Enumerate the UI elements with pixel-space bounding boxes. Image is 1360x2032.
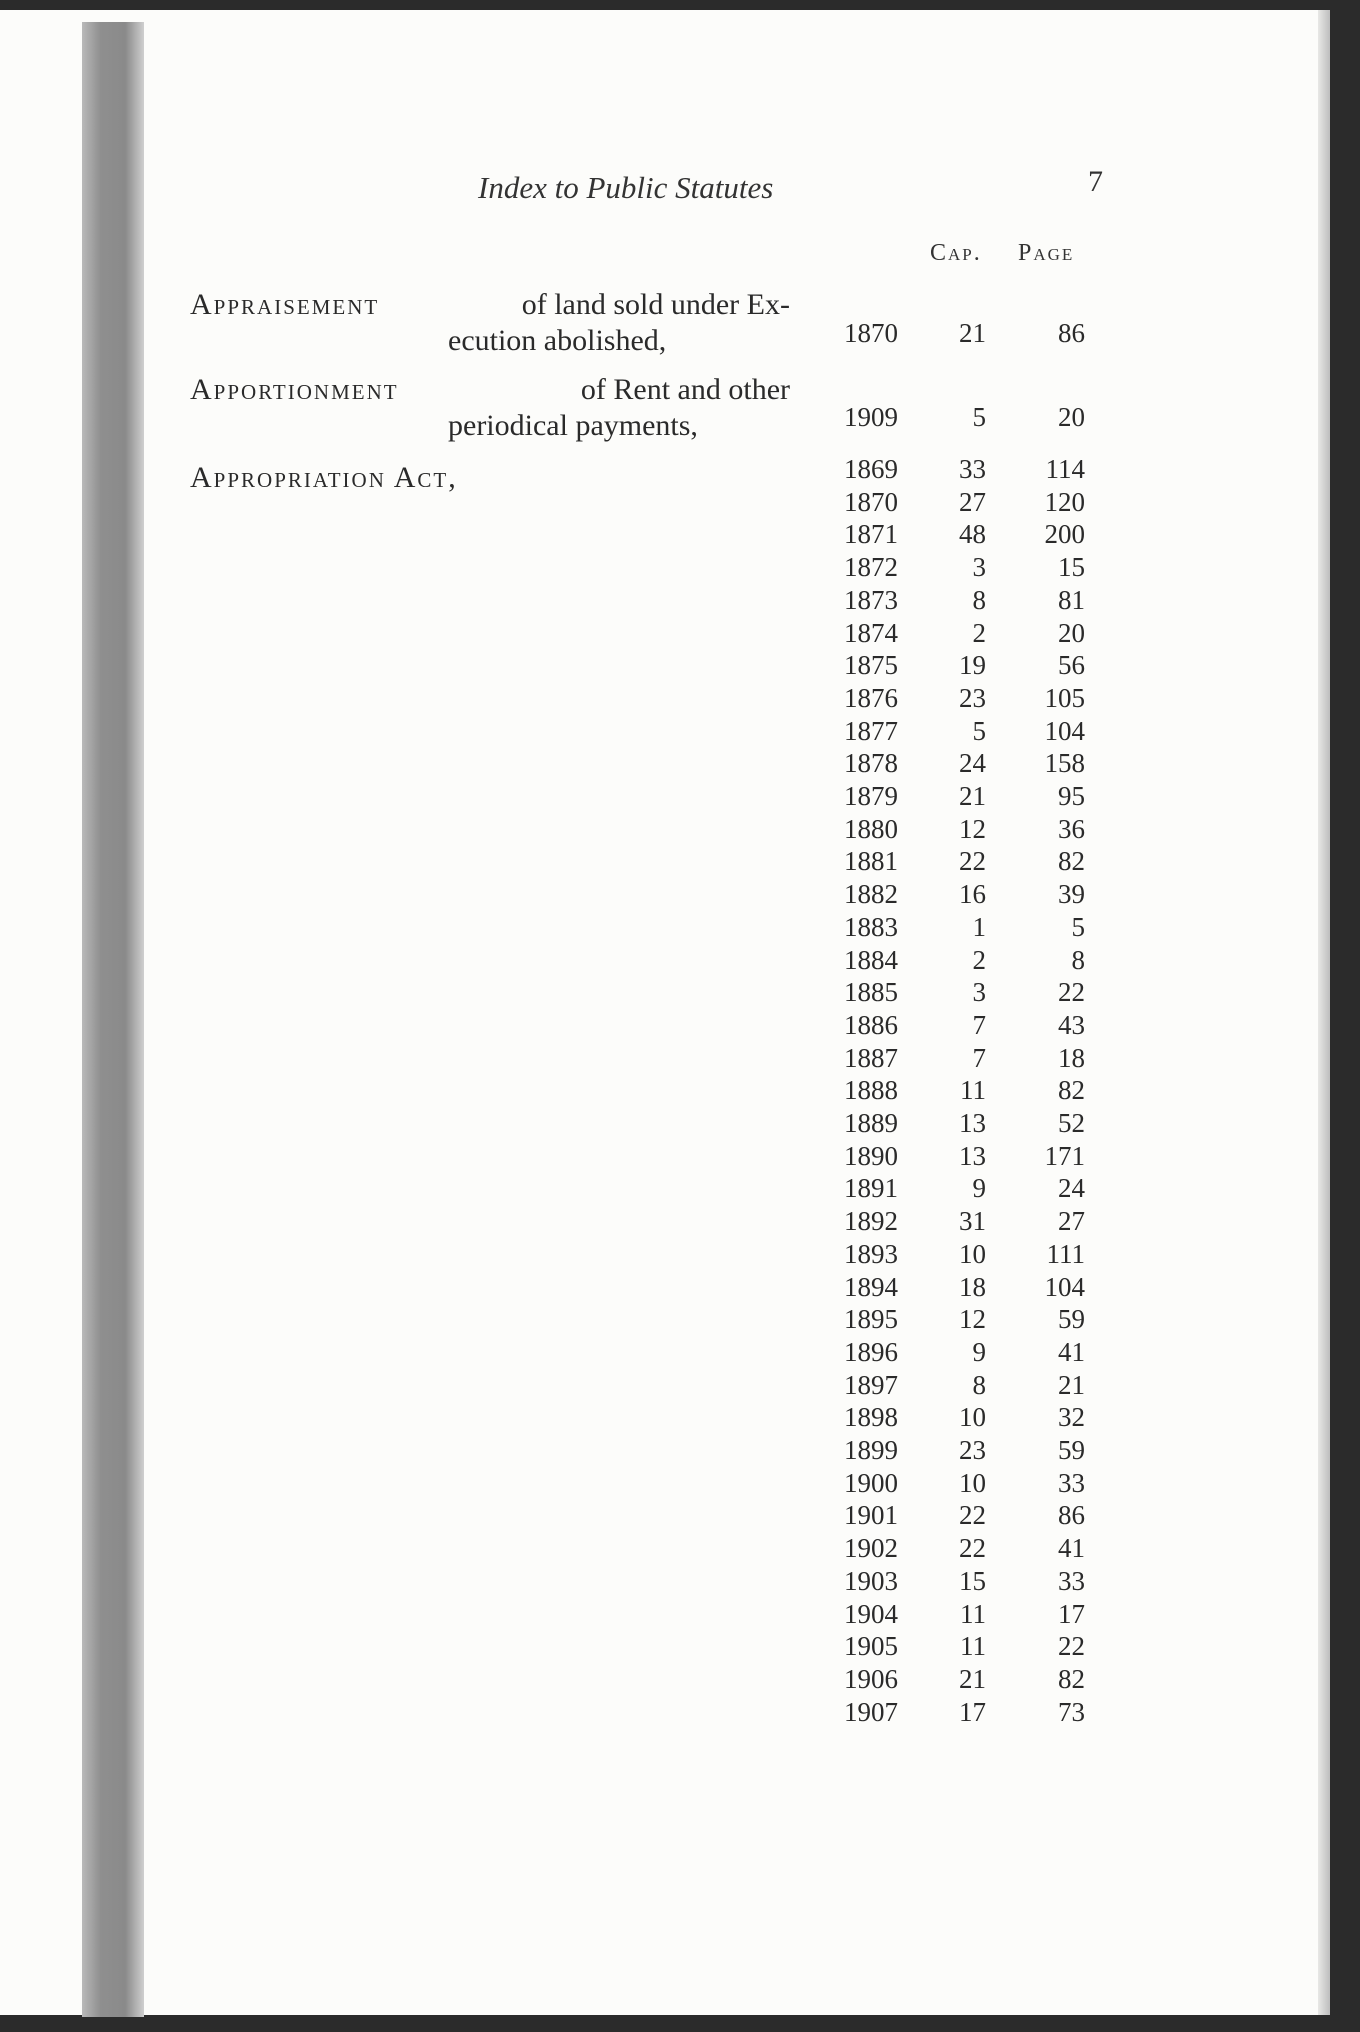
entry-cap: 22 (959, 1533, 986, 1563)
entry-cap: 33 (959, 454, 986, 484)
entry-year: 1870 (844, 318, 898, 348)
entry-page: 32 (1058, 1402, 1085, 1432)
entry-page: 120 (1044, 487, 1085, 517)
entry-cap: 48 (959, 519, 986, 549)
entry-page: 18 (1058, 1043, 1085, 1073)
entry-cap: 9 (972, 1337, 986, 1367)
entry-page: 82 (1058, 846, 1085, 876)
entry-page: 41 (1058, 1337, 1085, 1367)
entry-year: 1881 (844, 846, 898, 876)
entry-cap: 22 (959, 846, 986, 876)
entry-page: 111 (1046, 1239, 1085, 1269)
entry-year: 1891 (844, 1173, 898, 1203)
entry-text: of land sold under Ex- (521, 288, 790, 321)
entry-heading: Appraisement (190, 288, 380, 321)
entry-year: 1894 (844, 1272, 898, 1302)
entry-cap: 5 (972, 716, 986, 746)
entry-page: 81 (1058, 585, 1085, 615)
entry-cap: 10 (959, 1402, 986, 1432)
entry-page: 56 (1058, 650, 1085, 680)
entry-year: 1888 (844, 1075, 898, 1105)
entry-cap: 19 (959, 650, 986, 680)
entry-year: 1887 (844, 1043, 898, 1073)
entry-year: 1899 (844, 1435, 898, 1465)
entry-year: 1872 (844, 552, 898, 582)
entry-year: 1885 (844, 977, 898, 1007)
entry-page: 20 (1058, 618, 1085, 648)
page-number: 7 (1088, 165, 1103, 198)
column-header-page: Page (1018, 240, 1075, 266)
entry-year: 1900 (844, 1468, 898, 1498)
entry-page: 86 (1058, 1500, 1085, 1530)
entry-cap: 11 (960, 1631, 986, 1661)
entry-page: 82 (1058, 1664, 1085, 1694)
entry-cap: 21 (959, 781, 986, 811)
entry-text: of Rent and other (580, 373, 790, 406)
entry-cap: 21 (959, 1664, 986, 1694)
entry-year: 1909 (844, 402, 898, 432)
entry-year: 1875 (844, 650, 898, 680)
entry-page: 15 (1058, 552, 1085, 582)
index-entry-appropriation (190, 460, 456, 496)
entry-year: 1901 (844, 1500, 898, 1530)
entry-cap: 9 (972, 1173, 986, 1203)
entry-text-continued: ecution abolished, (448, 324, 667, 357)
entry-page: 95 (1058, 781, 1085, 811)
entry-cap: 12 (959, 814, 986, 844)
entry-year: 1902 (844, 1533, 898, 1563)
entry-cap: 12 (959, 1304, 986, 1334)
entry-cap: 18 (959, 1272, 986, 1302)
entry-page: 171 (1044, 1141, 1085, 1171)
entry-page: 5 (1071, 912, 1085, 942)
entry-cap: 3 (972, 977, 986, 1007)
entry-year: 1883 (844, 912, 898, 942)
entry-page: 52 (1058, 1108, 1085, 1138)
entry-page: 104 (1044, 1272, 1085, 1302)
entry-cap: 13 (959, 1141, 986, 1171)
entry-page: 59 (1058, 1304, 1085, 1334)
entry-page: 158 (1044, 748, 1085, 778)
entry-cap: 7 (972, 1043, 986, 1073)
entry-page: 21 (1058, 1370, 1085, 1400)
entry-year: 1898 (844, 1402, 898, 1432)
entry-page: 24 (1058, 1173, 1085, 1203)
entry-cap: 8 (972, 585, 986, 615)
column-header-cap: Cap. (930, 240, 982, 266)
entry-cap: 24 (959, 748, 986, 778)
entry-cap: 1 (972, 912, 986, 942)
entry-year: 1895 (844, 1304, 898, 1334)
entry-year: 1871 (844, 519, 898, 549)
entry-year: 1876 (844, 683, 898, 713)
index-entry-apportionment (190, 372, 790, 444)
entry-year: 1903 (844, 1566, 898, 1596)
entry-page: 33 (1058, 1468, 1085, 1498)
entry-cap: 27 (959, 487, 986, 517)
entry-page: 41 (1058, 1533, 1085, 1563)
entry-year: 1882 (844, 879, 898, 909)
entry-cap: 31 (959, 1206, 986, 1236)
entry-year: 1869 (844, 454, 898, 484)
index-entry-appraisement (190, 287, 790, 359)
entry-cap: 21 (959, 318, 986, 348)
entry-cap: 23 (959, 1435, 986, 1465)
entry-page: 82 (1058, 1075, 1085, 1105)
entry-cap: 2 (972, 618, 986, 648)
entry-year: 1873 (844, 585, 898, 615)
entry-cap: 10 (959, 1239, 986, 1269)
entry-year: 1896 (844, 1337, 898, 1367)
entry-year: 1889 (844, 1108, 898, 1138)
entry-year: 1897 (844, 1370, 898, 1400)
entry-year: 1878 (844, 748, 898, 778)
entry-page: 104 (1044, 716, 1085, 746)
entry-cap: 11 (960, 1075, 986, 1105)
entry-heading: Apportionment (190, 373, 399, 406)
entry-year: 1906 (844, 1664, 898, 1694)
entry-page: 39 (1058, 879, 1085, 909)
entry-cap: 10 (959, 1468, 986, 1498)
entry-page: 43 (1058, 1010, 1085, 1040)
entry-year: 1907 (844, 1697, 898, 1727)
entry-cap: 3 (972, 552, 986, 582)
entry-page: 86 (1058, 318, 1085, 348)
entry-year: 1874 (844, 618, 898, 648)
entry-text: , (448, 461, 456, 494)
entry-year: 1905 (844, 1631, 898, 1661)
entry-cap: 16 (959, 879, 986, 909)
entry-page: 59 (1058, 1435, 1085, 1465)
book-spine-shadow (82, 22, 144, 2017)
page-edge-shadow (1318, 10, 1330, 2015)
entry-cap: 17 (959, 1697, 986, 1727)
entry-year: 1893 (844, 1239, 898, 1269)
entry-cap: 22 (959, 1500, 986, 1530)
entry-page: 36 (1058, 814, 1085, 844)
entry-page: 17 (1058, 1599, 1085, 1629)
entry-year: 1880 (844, 814, 898, 844)
entry-cap: 2 (972, 945, 986, 975)
entry-page: 105 (1044, 683, 1085, 713)
entry-page: 22 (1058, 977, 1085, 1007)
entry-cap: 5 (972, 402, 986, 432)
entry-year: 1904 (844, 1599, 898, 1629)
entry-year: 1892 (844, 1206, 898, 1236)
entry-page: 22 (1058, 1631, 1085, 1661)
entry-text-continued: periodical payments, (448, 409, 698, 442)
entry-cap: 8 (972, 1370, 986, 1400)
entry-cap: 13 (959, 1108, 986, 1138)
entry-year: 1877 (844, 716, 898, 746)
entry-cap: 11 (960, 1599, 986, 1629)
entry-year: 1884 (844, 945, 898, 975)
entry-page: 33 (1058, 1566, 1085, 1596)
entry-page: 27 (1058, 1206, 1085, 1236)
entry-page: 73 (1058, 1697, 1085, 1727)
entry-year: 1870 (844, 487, 898, 517)
entry-cap: 15 (959, 1566, 986, 1596)
entry-page: 200 (1044, 519, 1085, 549)
entry-heading: Appropriation Act (190, 461, 449, 494)
entry-year: 1890 (844, 1141, 898, 1171)
running-head: Index to Public Statutes (478, 170, 774, 205)
entry-page: 8 (1071, 945, 1085, 975)
entry-cap: 7 (972, 1010, 986, 1040)
entry-page: 114 (1045, 454, 1085, 484)
entry-cap: 23 (959, 683, 986, 713)
entry-year: 1879 (844, 781, 898, 811)
entry-page: 20 (1058, 402, 1085, 432)
entry-year: 1886 (844, 1010, 898, 1040)
